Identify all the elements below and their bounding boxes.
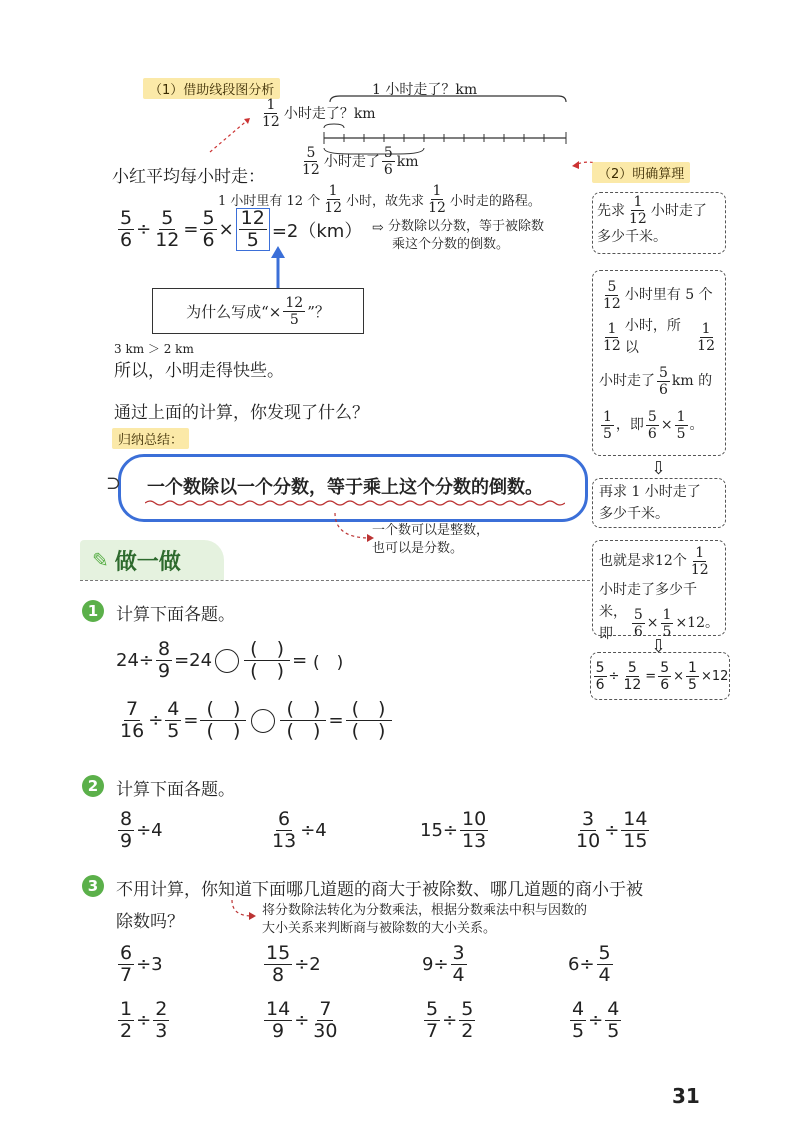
down-arrow-icon-2: ⇩ — [651, 636, 667, 657]
side-box-4: 也就是求12个 $\frac{1}{12}$ 小时走了多少千 米，即 $\frac{5}{6}$ × $\frac{1}{5}$ ×12。 — [592, 540, 726, 636]
answer-blank[interactable]: ( ) — [346, 700, 392, 721]
summary-tag: 归纳总结： — [112, 428, 189, 449]
answer-blank[interactable]: ( ) — [244, 640, 290, 661]
answer-blank[interactable]: ( ) — [250, 660, 284, 682]
answer-blank[interactable]: ( ) — [206, 720, 241, 742]
page-number: 31 — [672, 1084, 700, 1108]
ring-icon: ⊃ — [106, 473, 122, 494]
answer-blank[interactable]: ( ) — [351, 720, 386, 742]
conclusion: 所以，小明走得快些。 — [114, 361, 284, 381]
arrow-glyph: ⇨ — [372, 220, 384, 236]
q3-badge: 3 — [82, 875, 104, 897]
answer-blank[interactable]: ( ) — [200, 700, 246, 721]
hong-note: 1 小时里有 12 个 $\frac{1}{12}$ 小时，故先求 $\frac{1}{12}$ 小时走的路程。 — [218, 183, 541, 216]
side-tag: （2）明确算理 — [592, 162, 690, 183]
q3-text: 不用计算，你知道下面哪几道题的商大于被除数、哪几道题的商小于被 除数吗？ — [116, 880, 643, 932]
rule-underline — [145, 499, 565, 507]
q1-badge: 1 — [82, 600, 104, 622]
answer-blank[interactable]: ( ) — [286, 720, 321, 742]
q1-text: 计算下面各题。 — [116, 605, 235, 625]
up-arrow-icon — [268, 244, 288, 289]
q3-r1-item-3: 9÷ $\frac{3}{4}$ — [422, 942, 465, 986]
q2-item-2: $\frac{6}{13}$ ÷4 — [272, 808, 327, 852]
segment-top-label: 1 小时走了？km — [372, 82, 478, 98]
side-box-2: $\frac{5}{12}$ 小时里有 5 个 $\frac{1}{12}$ 小时，所以 $\frac{1}{12}$ 小时走了 $\frac{5}{6}$ km 的 $\frac{1}{5}$ ，即 $\frac{5}{6}$ × $\frac{1}{5}$ 。 — [592, 270, 726, 456]
compare-text: 3 km ＞ 2 km — [114, 342, 194, 356]
q2-item-4: $\frac{3}{10}$ ÷ $\frac{14}{15}$ — [576, 808, 648, 852]
hong-equation: $\frac{5}{6}$ ÷ $\frac{5}{12}$ = $\frac{5}{6}$ × $\frac{12}{5}$ =2（km） — [120, 207, 363, 251]
segment-tag: （1）借助线段图分析 — [143, 78, 280, 99]
q3-r2-item-4: $\frac{4}{5}$ ÷ $\frac{4}{5}$ — [572, 998, 620, 1042]
q3-note: 将分数除法转化为分数乘法，根据分数乘法中积与因数的 大小关系来判断商与被除数的大小关系。 — [262, 903, 588, 936]
why-box: 为什么写成“× $\frac{12}{5}$ ”？ — [152, 288, 364, 334]
side-box-5: $\frac{5}{6}$ ÷ $\frac{5}{12}$ = $\frac{5}{6}$ × $\frac{1}{5}$ ×12 — [590, 652, 730, 700]
q1-expr-1: 24÷ $\frac{8}{9}$ =24 $\frac{( )}{( )}$ = ( ) — [116, 640, 349, 681]
pencil-icon: ✎ — [92, 548, 109, 572]
discovery-question: 通过上面的计算，你发现了什么？ — [114, 403, 369, 423]
side-box-3: 再求 1 小时走了 多少千米。 — [592, 478, 726, 528]
segment-pointer-arrow — [210, 118, 250, 152]
answer-blank[interactable]: ( ) — [280, 700, 326, 721]
hong-eq-note: 分数除以分数，等于被除数 乘这个分数的倒数。 — [388, 219, 545, 252]
q3-r2-item-3: $\frac{5}{7}$ ÷ $\frac{5}{2}$ — [426, 998, 474, 1042]
q3-r2-item-2: $\frac{14}{9}$ ÷ $\frac{7}{30}$ — [266, 998, 338, 1042]
down-arrow-icon: ⇩ — [651, 458, 667, 479]
q3-pointer — [228, 896, 258, 922]
rule-note: 一个数可以是整数， 也可以是分数。 — [372, 523, 490, 556]
q2-text: 计算下面各题。 — [116, 780, 235, 800]
segment-bottom-label: 小时走了 — [323, 153, 380, 170]
practice-title: 做一做 — [114, 549, 181, 575]
q1-expr-2: $\frac{7}{16}$ ÷ $\frac{4}{5}$ = $\frac{( )}{( )}$ $\frac{( )}{( )}$ = $\frac{( )}{( )}$ — [116, 700, 394, 741]
practice-divider — [80, 580, 590, 581]
practice-header — [80, 540, 224, 580]
q2-badge: 2 — [82, 775, 104, 797]
hong-line: 小红平均每小时走： — [112, 167, 265, 187]
q2-item-3: 15÷ $\frac{10}{13}$ — [420, 808, 487, 852]
operator-blank[interactable] — [251, 709, 275, 733]
side-box-1: 先求 $\frac{1}{12}$ 小时走了 多少千米。 — [592, 192, 726, 254]
segment-twelfth-label: 小时走了？km — [283, 105, 376, 122]
q3-r1-item-1: $\frac{6}{7}$ ÷3 — [120, 942, 163, 986]
q2-item-1: $\frac{8}{9}$ ÷4 — [120, 808, 163, 852]
q3-r1-item-2: $\frac{15}{8}$ ÷2 — [266, 942, 321, 986]
operator-blank[interactable] — [215, 649, 239, 673]
rule-text: 一个数除以一个分数，等于乘上这个分数的倒数。 — [147, 477, 543, 498]
q3-r2-item-1: $\frac{1}{2}$ ÷ $\frac{2}{3}$ — [120, 998, 168, 1042]
q3-r1-item-4: 6÷ $\frac{5}{4}$ — [568, 942, 611, 986]
answer-blank[interactable]: ( ) — [313, 653, 344, 673]
